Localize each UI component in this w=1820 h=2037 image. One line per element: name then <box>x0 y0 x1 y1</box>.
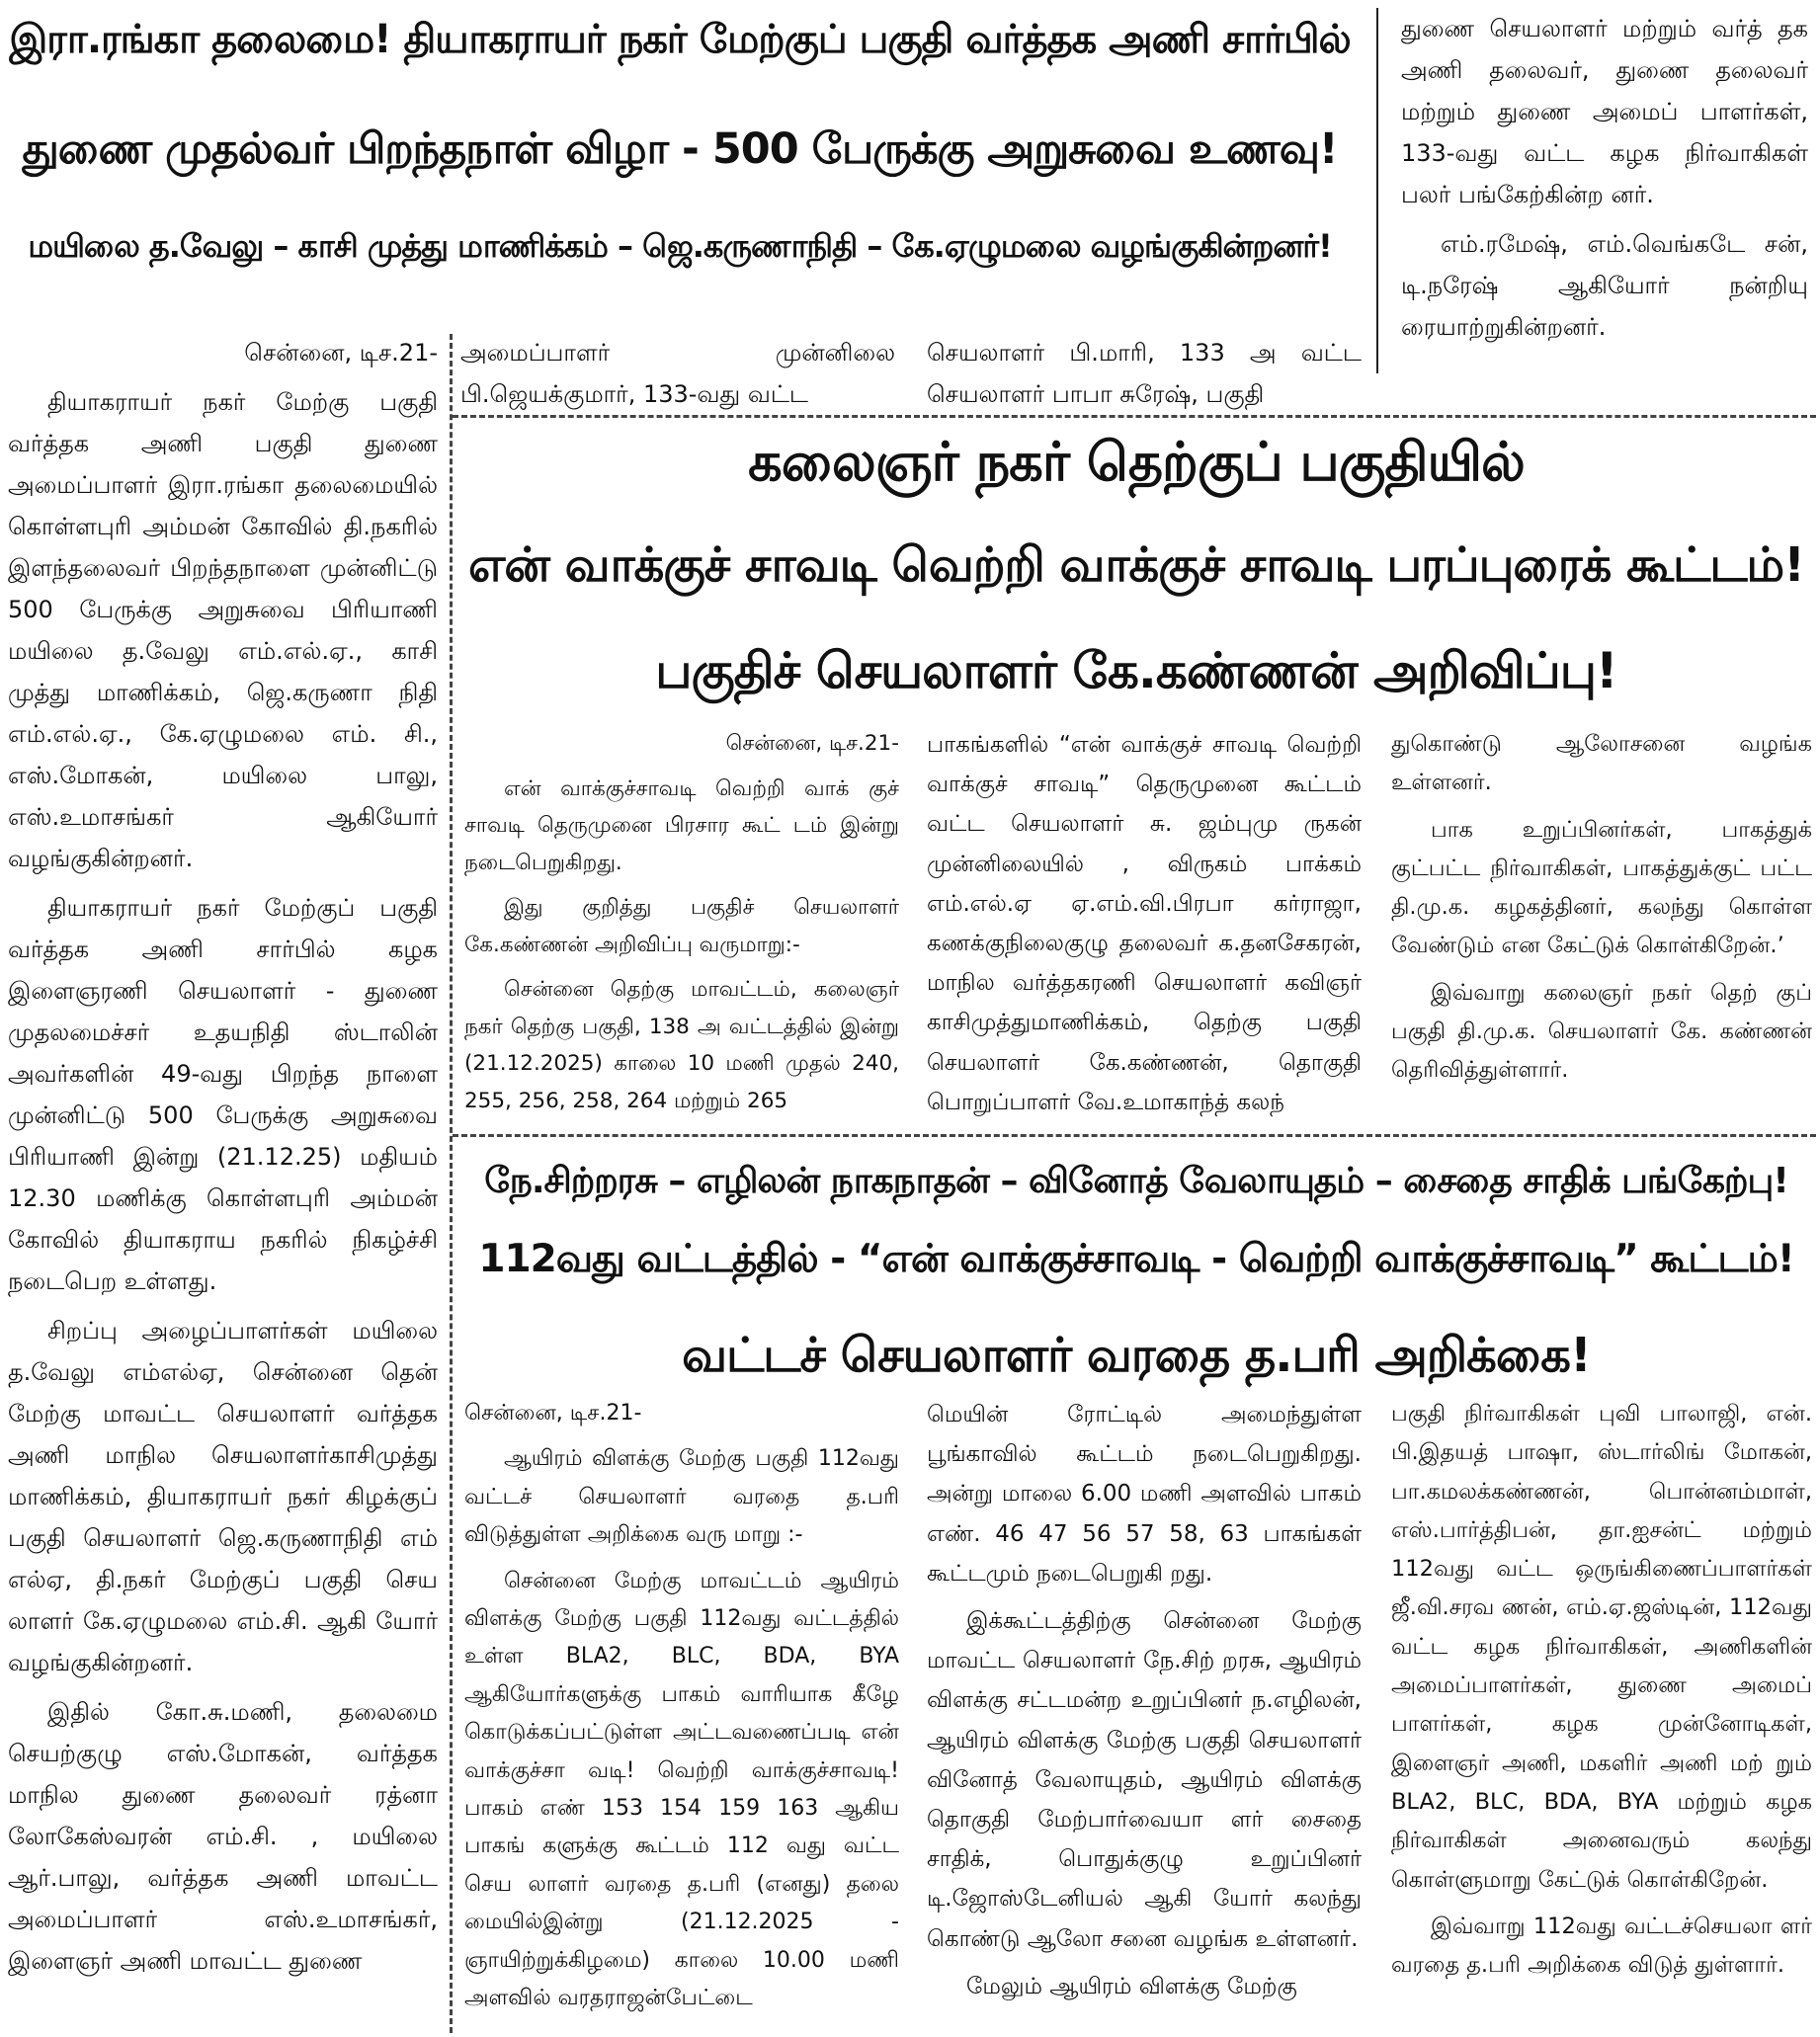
story1-headline: துணை முதல்வர் பிறந்தநாள் விழா - 500 பேருக்கு அறுசுவை உணவு! <box>22 124 1338 174</box>
story1-col1-para2: தியாகராயர் நகர் மேற்குப் பகுதி வர்த்தக அணி சார்பில் கழக இளைஞரணி செயலாளர் - துணை முதலமைச்சர் உதயநிதி ஸ்டாலின் அவர்களின் 49-வது பிறந்த நாளை முன்னிட்டு 500 பேருக்கு அறுசுவை பிரியாணி இன்று (21.12.25) மதியம் 12.30 மணிக்கு கொள்ளபுரி அம்மன் கோவில் தியாகராய நகரில் நிகழ்ச்சி நடைபெற உள்ளது. <box>8 894 438 1295</box>
story2-dateline: சென்னை, டிச.21- <box>725 731 899 756</box>
story2-col-c-para2: பாக உறுப்பினர்கள், பாகத்துக் குட்பட்ட நிர்வாகிகள், பாகத்துக்குட் பட்ட தி.மு.க. கழகத்தினர், கலந்து கொள்ள வேண்டும் என கேட்டுக் கொள்கிறேன்.’ <box>1391 816 1812 959</box>
story1-col1-para4: இதில் கோ.சு.மணி, தலைமை செயற்குழு எஸ்.மோகன், வர்த்தக மாநில துணை தலைவர் ரத்னா லோகேஸ்வரன் எம்.சி. , மயிலை ஆர்.பாலு, வர்த்தக அணி மாவட்ட அமைப்பாளர் எஸ்.உமாசங்கர், இளைஞர் அணி மாவட்ட துணை <box>8 1698 438 1975</box>
story3-col-c-para2: இவ்வாறு 112வது வட்டச்செயலா ளர் வரதை த.பரி அறிக்கை விடுத் துள்ளார். <box>1391 1913 1812 1979</box>
story3-kicker: நே.சிற்றரசு – எழிலன் நாகநாதன் – வினோத் வேலாயுதம் – சைதை சாதிக் பங்கேற்பு! <box>484 1161 1788 1201</box>
story2-kicker: கலைஞர் நகர் தெற்குப் பகுதியில் <box>748 431 1525 493</box>
story2-col-a-para3: சென்னை தெற்கு மாவட்டம், கலைஞர் நகர் தெற்கு பகுதி, 138 அ வட்டத்தில் இன்று (21.12.2025) காலை 10 மணி முதல் 240, 255, 256, 258, 264 மற்றும் 265 <box>464 977 899 1113</box>
column-rule <box>1376 8 1378 373</box>
story1-col4 <box>1401 8 1808 383</box>
story2-col-b-text: பாகங்களில் “என் வாக்குச் சாவடி வெற்றி வாக்குச் சாவடி” தெருமுனை கூட்டம் வட்ட செயலாளர் சு. ஜம்புமு ருகன் முன்னிலையில் , விருகம் பாக்கம் எம்.எல்.ஏ ஏ.எம்.வி.பிரபா கர்ராஜா, கணக்குநிலைகுழு தலைவர் க.தனசேகரன், மாநில வர்த்தகரணி செயலாளர் கவிஞர் காசிமுத்துமாணிக்கம், தெற்கு பகுதி செயலாளர் கே.கண்ணன், தொகுதி பொறுப்பாளர் வே.உமாகாந்த் கலந் <box>927 732 1362 1115</box>
story2-headline: என் வாக்குச் சாவடி வெற்றி வாக்குச் சாவடி பரப்புரைக் கூட்டம்! <box>467 537 1805 593</box>
story1-col1-para1: தியாகராயர் நகர் மேற்கு பகுதி வர்த்தக அணி பகுதி துணை அமைப்பாளர் இரா.ரங்கா தலைமையில் கொள்ளபுரி அம்மன் கோவில் தி.நகரில் இளந்தலைவர் பிறந்தநாளை முன்னிட்டு 500 பேருக்கு அறுசுவை பிரியாணி மயிலை த.வேலு எம்.எல்.ஏ., காசி முத்து மாணிக்கம், ஜெ.கருணா நிதி எம்.எல்.ஏ., கே.ஏழுமலை எம். சி., எஸ்.மோகன், மயிலை பாலு, எஸ்.உமாசங்கர் ஆகியோர் வழங்குகின்றனர். <box>8 388 438 872</box>
story1-col4-para2: எம்.ரமேஷ், எம்.வெங்கடே சன், டி.நரேஷ் ஆகியோர் நன்றியு ரையாற்றுகின்றனர். <box>1401 230 1808 341</box>
story3-col-b-para3: மேலும் ஆயிரம் விளக்கு மேற்கு <box>966 1973 1297 1999</box>
story-separator-top <box>453 415 1816 418</box>
story3-col-a-para2: சென்னை மேற்கு மாவட்டம் ஆயிரம் விளக்கு மேற்கு பகுதி 112வது வட்டத்தில் உள்ள BLA2, BLC, BDA, BYA ஆகியோர்களுக்கு பாகம் வாரியாக கீழே கொடுக்கப்பட்டுள்ள அட்டவணைப்படி என் வாக்குச்சா வடி! வெற்றி வாக்குச்சாவடி! பாகம் எண் 153 154 159 163 ஆகிய பாகங் களுக்கு கூட்டம் 112 வது வட்ட செய லாளர் வரதை த.பரி (எனது) தலை மையில்இன்று (21.12.2025 - ஞாயிற்றுக்கிழமை) காலை 10.00 மணி அளவில் வரதராஜன்பேட்டை <box>464 1568 899 2011</box>
story3-col-b-para1: மெயின் ரோட்டில் அமைந்துள்ள பூங்காவில் கூட்டம் நடைபெறுகிறது. அன்று மாலை 6.00 மணி அளவில் பாகம் எண். 46 47 56 57 58, 63 பாகங்கள் கூட்டமும் நடைபெறுகி றது. <box>927 1402 1362 1587</box>
story2-col-c-para3: இவ்வாறு கலைஞர் நகர் தெற் குப் பகுதி தி.மு.க. செயலாளர் கே. கண்ணன் தெரிவித்துள்ளார். <box>1391 979 1812 1084</box>
story1-col4-para1: துணை செயலாளர் மற்றும் வர்த் தக அணி தலைவர், துணை தலைவர் மற்றும் துணை அமைப் பாளர்கள், 133-வது வட்ட கழக நிர்வாகிகள் பலர் பங்கேற்கின்ற னர். <box>1401 15 1808 208</box>
story1-col1 <box>8 332 438 2031</box>
story2-col-b <box>927 725 1362 1132</box>
story2-col-a-para1: என் வாக்குச்சாவடி வெற்றி வாக் குச் சாவடி தெருமுனை பிரசார கூட் டம் இன்று நடைபெறுகிறது. <box>464 775 899 875</box>
story3-col-c <box>1391 1395 1812 2032</box>
story1-col3 <box>927 332 1362 421</box>
story3-col-b <box>927 1395 1362 2032</box>
story1-dateline: சென்னை, டிச.21- <box>244 339 438 367</box>
story3-col-a <box>464 1395 899 2032</box>
story3-dateline: சென்னை, டிச.21- <box>464 1401 642 1426</box>
story-separator-middle <box>453 1134 1816 1137</box>
story1-col1-para3: சிறப்பு அழைப்பாளர்கள் மயிலை த.வேலு எம்எல்ஏ, சென்னை தென் மேற்கு மாவட்ட செயலாளர் வர்த்தக அணி மாநில செயலாளர்காசிமுத்து மாணிக்கம், தியாகராயர் நகர் கிழக்குப் பகுதி செயலாளர் ஜெ.கருணாநிதி எம் எல்ஏ, தி.நகர் மேற்குப் பகுதி செய லாளர் கே.ஏழுமலை எம்.சி. ஆகி யோர் வழங்குகின்றனர். <box>8 1317 438 1676</box>
story3-headline: 112வது வட்டத்தில் - “என் வாக்குச்சாவடி - வெற்றி வாக்குச்சாவடி” கூட்டம்! <box>478 1237 1794 1281</box>
story3-deck: வட்டச் செயலாளர் வரதை த.பரி அறிக்கை! <box>682 1328 1591 1383</box>
story2-col-a-para2: இது குறித்து பகுதிச் செயலாளர் கே.கண்ணன் அறிவிப்பு வருமாறு:- <box>464 895 899 957</box>
story1-col2-text: அமைப்பாளர் முன்னிலை பி.ஜெயக்குமார், 133-வது வட்ட <box>460 339 895 408</box>
story1-kicker: இரா.ரங்கா தலைமை! தியாகராயர் நகர் மேற்குப் பகுதி வர்த்தக அணி சார்பில் <box>9 17 1351 62</box>
story2-deck: பகுதிச் செயலாளர் கே.கண்ணன் அறிவிப்பு! <box>655 642 1617 699</box>
story2-col-a <box>464 725 899 1132</box>
column-rule-left <box>450 334 453 2033</box>
story1-deck: மயிலை த.வேலு – காசி முத்து மாணிக்கம் – ஜெ.கருணாநிதி – கே.ஏழுமலை வழங்குகின்றனர்! <box>28 227 1332 265</box>
story2-col-c-para1: துகொண்டு ஆலோசனை வழங்க உள்ளனர். <box>1391 731 1812 796</box>
story3-col-b-para2: இக்கூட்டத்திற்கு சென்னை மேற்கு மாவட்ட செயலாளர் நே.சிற் றரசு, ஆயிரம் விளக்கு சட்டமன்ற உறுப்பினர் ந.எழிலன், ஆயிரம் விளக்கு மேற்கு பகுதி செயலாளர் வினோத் வேலாயுதம், ஆயிரம் விளக்கு தொகுதி மேற்பார்வையா ளர் சைதை சாதிக், பொதுக்குழு உறுப்பினர் டி.ஜோஸ்டேனியல் ஆகி யோர் கலந்து கொண்டு ஆலோ சனை வழங்க உள்ளனர். <box>927 1608 1362 1952</box>
story2-col-c <box>1391 725 1812 1132</box>
story3-col-a-para1: ஆயிரம் விளக்கு மேற்கு பகுதி 112வது வட்டச் செயலாளர் வரதை த.பரி விடுத்துள்ள அறிக்கை வரு மாறு :- <box>464 1446 899 1548</box>
story1-col3-text: செயலாளர் பி.மாரி, 133 அ வட்ட செயலாளர் பாபா சுரேஷ், பகுதி <box>927 339 1362 408</box>
story1-col2 <box>460 332 895 421</box>
story3-col-c-para1: பகுதி நிர்வாகிகள் புவி பாலாஜி, என். பி.இதயத் பாஷா, ஸ்டார்லிங் மோகன், பா.கமலக்கண்ணன், பொன்னம்மாள், எஸ்.பார்த்திபன், தா.ஐசன்ட் மற்றும் 112வது வட்ட ஒருங்கிணைப்பாளர்கள் ஜீ.வி.சரவ ணன், எம்.ஏ.ஜஸ்டின், 112வது வட்ட கழக நிர்வாகிகள், அணிகளின் அமைப்பாளர்கள், துணை அமைப் பாளர்கள், கழக முன்னோடிகள், இளைஞர் அணி, மகளிர் அணி மற் றும் BLA2, BLC, BDA, BYA மற்றும் கழக நிர்வாகிகள் அனைவரும் கலந்து கொள்ளுமாறு கேட்டுக் கொள்கிறேன். <box>1391 1401 1812 1893</box>
